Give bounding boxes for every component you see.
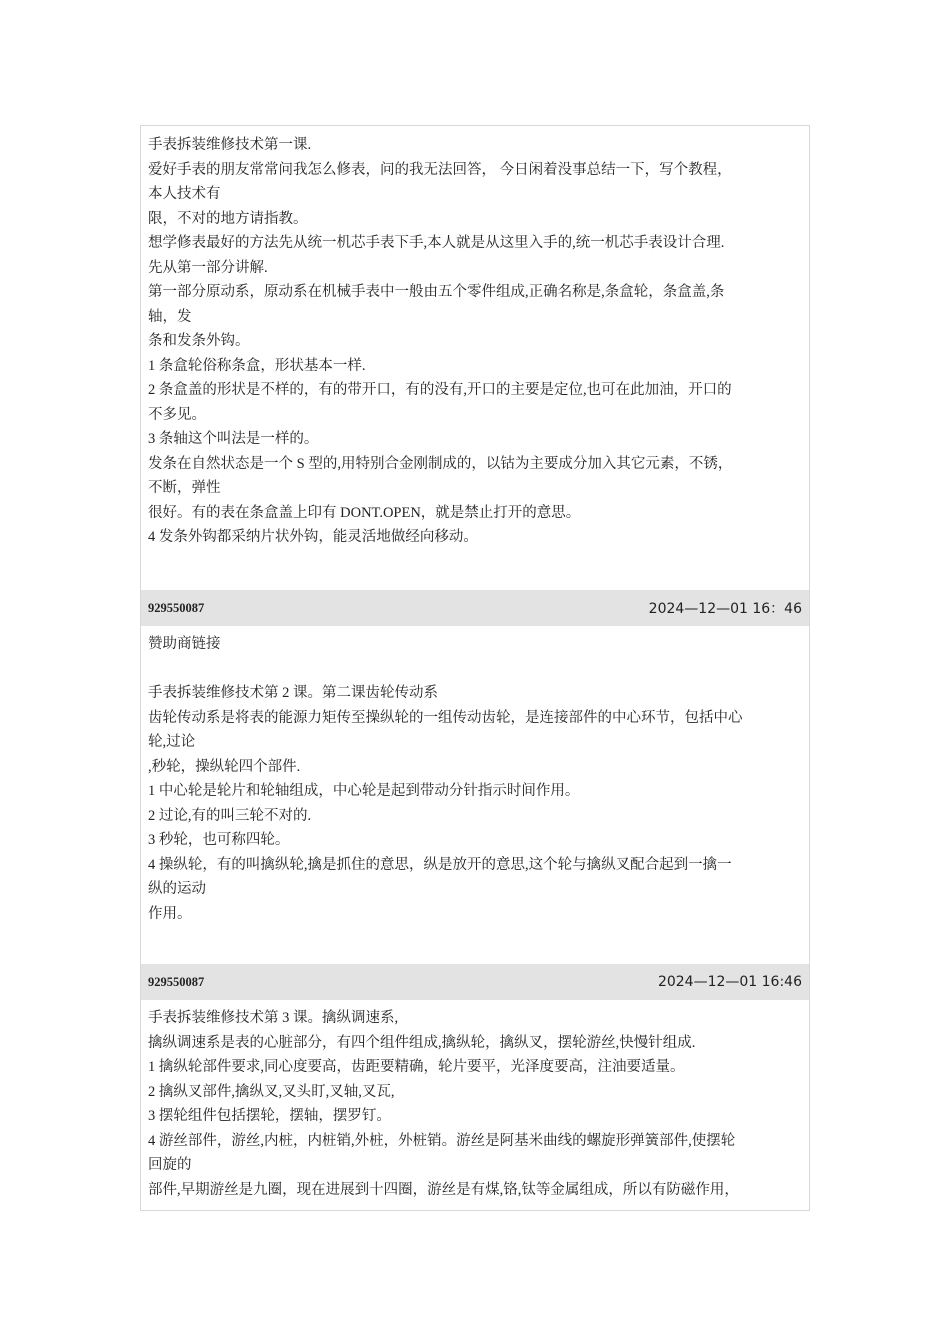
- text-line: 4 发条外钩都采纳片状外钩，能灵活地做经向移动。: [148, 529, 478, 545]
- text-line: 手表拆装维修技术第一课.: [148, 137, 312, 153]
- text-line: 很好。有的表在条盒盖上印有 DONT.OPEN，就是禁止打开的意思。: [148, 504, 581, 521]
- post-meta-bar: [141, 590, 809, 626]
- post-lesson-1: [141, 126, 809, 590]
- text-line: 先从第一部分讲解.: [148, 259, 268, 276]
- author-id[interactable]: 929550087: [148, 600, 205, 615]
- text-line: 2 条盒盖的形状是不样的，有的带开口，有的没有,开口的主要是定位,也可在此加油，开口的: [148, 382, 732, 398]
- blank-line: [141, 657, 809, 682]
- post-lesson-2: [141, 626, 809, 964]
- text-line: 第一部分原动系，原动系在机械手表中一般由五个零件组成,正确名称是,条盒轮，条盒盖,条: [148, 284, 725, 300]
- text-line: 回旋的: [148, 1157, 192, 1173]
- text-line: 1 条盒轮俗称条盒，形状基本一样.: [148, 357, 366, 374]
- text-line: 限，不对的地方请指教。: [148, 210, 308, 227]
- text-line: 1 擒纵轮部件要求,同心度要高，齿距要精确，轮片要平，光泽度要高，注油要适量。: [148, 1059, 685, 1075]
- text-line: 2 过论,有的叫三轮不对的.: [148, 807, 312, 824]
- text-line: 3 秒轮，也可称四轮。: [148, 832, 290, 848]
- text-line: 轴，发: [148, 308, 192, 325]
- text-line: 3 条轴这个叫法是一样的。: [148, 431, 319, 447]
- text-line: 本人技术有: [148, 186, 221, 202]
- text-line: 手表拆装维修技术第 2 课。第二课齿轮传动系: [148, 685, 438, 701]
- text-line: 纵的运动: [148, 881, 206, 897]
- text-line: 齿轮传动系是将表的能源力矩传至操纵轮的一组传动齿轮，是连接部件的中心环节，包括中心: [148, 709, 743, 726]
- text-line: 发条在自然状态是一个 S 型的,用特别合金刚制成的，以钴为主要成分加入其它元素，不锈，: [148, 455, 733, 472]
- text-line: 条和发条外钩。: [148, 333, 250, 349]
- text-line: 作用。: [148, 905, 192, 922]
- text-line: 爱好手表的朋友常常问我怎么修表，问的我无法回答， 今日闲着没事总结一下，写个教程，: [148, 161, 732, 178]
- text-line: ,秒轮，操纵轮四个部件.: [148, 758, 301, 775]
- text-line: 4 游丝部件，游丝,内桩，内桩销,外桩，外桩销。游丝是阿基米曲线的螺旋形弹簧部件,使摆轮: [148, 1132, 736, 1149]
- post-date: 2024—12—01 16:46: [657, 974, 802, 990]
- text-line: 2 擒纵叉部件,擒纵叉,叉头盯,叉轴,叉瓦,: [148, 1083, 395, 1100]
- author-id[interactable]: 929550087: [148, 974, 205, 989]
- article-frame: [140, 125, 810, 1211]
- text-line: 手表拆装维修技术第 3 课。擒纵调速系,: [148, 1010, 399, 1026]
- text-line: 3 摆轮组件包括摆轮，摆轴，摆罗钉。: [148, 1108, 391, 1124]
- text-line: 部件,早期游丝是九圈，现在进展到十四圈，游丝是有煤,铬,钛等金属组成，所以有防磁作用，: [148, 1181, 739, 1198]
- text-line: 4 操纵轮，有的叫擒纵轮,擒是抓住的意思，纵是放开的意思,这个轮与擒纵叉配合起到一擒一: [148, 856, 732, 873]
- text-line: 擒纵调速系是表的心脏部分，有四个组件组成,擒纵轮，擒纵叉，摆轮游丝,快慢针组成.: [148, 1034, 696, 1051]
- text-line: 不断，弹性: [148, 480, 221, 496]
- text-line: 1 中心轮是轮片和轮轴组成，中心轮是起到带动分针指示时间作用。: [148, 783, 580, 799]
- text-line: 不多见。: [148, 406, 206, 423]
- post-date: 2024—12—01 16：46: [648, 601, 802, 617]
- text-line: 轮,过论: [148, 734, 196, 750]
- sponsor-link[interactable]: 赞助商链接: [148, 636, 221, 652]
- post-lesson-3: [141, 1000, 809, 1202]
- text-line: 想学修表最好的方法先从统一机芯手表下手,本人就是从这里入手的,统一机芯手表设计合理.: [148, 235, 725, 251]
- post-meta-bar: [141, 964, 809, 1000]
